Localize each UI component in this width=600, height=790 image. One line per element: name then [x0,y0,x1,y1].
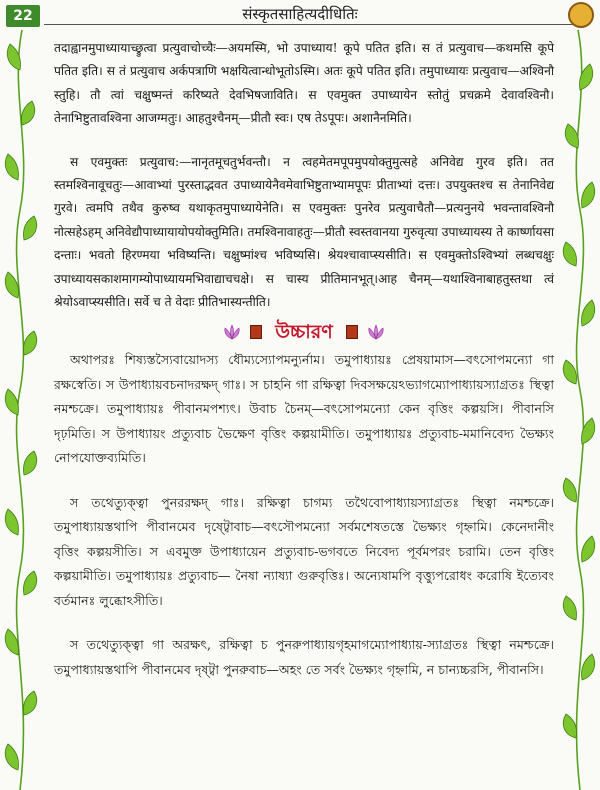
square-badge-icon [346,325,358,339]
lotus-flower-icon [365,323,387,341]
text-line: রক্ষস্বেতি। স উপাধ্যায়বচনাদরক্ষদ্ গাঃ। স চাহনি গা রক্ষিত্বা দিবসক্ষয়েঽভ্যাগম্যোপাধ্যায়স্যাগ্রতঃ [54,376,525,392]
section-heading-row [54,316,554,346]
text-line: ভৈক্ষ্যং নোপযোক্তব্যমিতি। [54,425,554,466]
spacer [54,131,554,151]
spacer [54,471,554,491]
text-line: भवन्तावश्विनौ नोत्सहेऽहम् अनिवेद्यौपाध्यायायोपयोक्तुमिति। तमश्विनावाहतुः—प्रीतौ स्वस्तवानया गुरुवृत्या [54,201,554,239]
page-header [0,0,600,36]
running-title: संस्कृतसाहित्यदीधितिः [242,5,358,23]
bengali-paragraph-3 [54,633,554,682]
text-line: অথাপরঃ শিষ্যস্তস্যৈবায়োদস্য ধৌম্যস্যোপমন্যুর্নাম। তমুপাধ্যায়ঃ প্রেষয়ামাস—বৎসোপমন্যো গা [70,352,554,368]
sanskrit-paragraph-2 [54,151,554,315]
text-line: प्रत्युवाच—अश्विनौ स्तुहि। तौ त्वां चक्षुष्मन्तं करिष्यते देवभिषजाविति। स एवमुक्त उपाध्यायेन स्तोतुं [54,64,555,102]
left-vine-border [0,30,40,790]
text-line: प्रचक्रमे देवावश्विनौ। तेनाभिष्टुतावश्विना आजग्मतुः। आहतुश्चैनम्—प्रीतौ स्वः। एष तेऽपूपः। अशानैनमिति। [54,87,555,126]
header-rule [44,24,574,25]
text-column [54,37,554,682]
text-line: ইত্যেবং বর্তমানঃ লুব্ধোঽসীতি। [54,568,554,608]
text-line: स एवमुक्तोऽश्विभ्यां लब्धचक्षुः उपाध्यायसकाशमागम्योपाध्यायमभिवाद्याचचक्षे। स चास्य प्रीतिमानभूत्।आह [54,248,554,286]
lotus-flower-icon [221,323,243,341]
text-line: तेनानिवेद्य गुरवे। त्वमपि तथैव कुरुष्व यथाकृतमुपाध्यायेनेति। स एवमुक्तः पुनरेव प्रत्युवाचैतौ—प्रत्यनुनये [54,178,555,216]
text-line: স তথেত্যুক্ত্বা গা অরক্ষৎ, রক্ষিত্বা চ পুনরুপাধ্যায়গৃহমাগম্যোপাধ্যায়-স্যাগ্রতঃ স্থিত্বা নমশ্চক্রে। [70,637,554,653]
meditating-figure-emblem-icon [568,2,594,28]
text-line: তমুপাধ্যায়স্তথাপি পীবানমেব দৃষ্ট্বা পুনরুবাচ—অহং তে সর্বং ভৈক্ষ্যং গৃহ্নামি, ন চান্যচ্চরসি, পীবানসি। [54,661,544,677]
text-line: स्तमश्विनावूचतुः—आवाभ्यां पुरस्ताद्भवत उपाध्यायेनैवमेवाभिष्टुताभ्यामपूपः प्रीताभ्यां दत्तः। उपयुक्तश्च स [54,178,507,193]
text-line: चैनम्—यथाश्विनाबाहतुस्तथा त्वं श्रेयोऽवाप्स्यसीति। सर्वे च ते वेदाः प्रीतिभास्यन्तीति। [54,271,554,310]
text-line: পীবানসি দৃঢ়মিতি। স উপাধ্যায়ং প্রত্যুবাচ ভৈক্ষেণ বৃত্তিং কল্পয়ামীতি। তমুপাধ্যায়ঃ প্রত্যুবাচ-মমানিবেদ্য [54,401,554,441]
text-line: स एवमुक्तः प्रत्युवाच:—नानृतमूचतुर्भवन्तौ। न त्वहमेतमपूपमुपयोक्तुमुत्सहे अनिवेद्य गुरव इति। तत [70,154,554,169]
page-number: 22 [6,5,40,27]
text-line: স তথেত্যুক্ত্বা পুনররক্ষদ্ গাঃ। রক্ষিত্বা চাগম্য তথৈবোপাধ্যায়স্যাগ্রতঃ স্থিত্বা নমশ্চক্রে। [70,494,554,510]
square-badge-icon [250,325,262,339]
text-line: বৃত্তিং কল্পয়সীতি। স এবমুক্ত উপাধ্যায়েন প্রত্যুবাচ-ভগবতে নিবেদ্য পূর্বমপরং চরামি। তেন বৃত্তিং [54,543,554,559]
section-heading: উচ্চারণ [275,320,333,343]
text-line: तदाह्वानमुपाध्यायाच्छ्रुत्वा प्रत्युवाचोच्चैः—अयमस्मि, भो उपाध्याय! कूपे पतित इति। स तं प्रत्युवाच—कथमसि [54,41,532,55]
bengali-paragraph-1 [54,348,554,471]
text-line: कूपे पतित इति। स तं प्रत्युवाच अर्कपत्राणि भक्षयित्वान्धोभूतोऽस्मि। अतः कूपे पतित इति। तमुपाध्यायः [54,41,554,79]
bengali-paragraph-2 [54,491,554,614]
text-line: उपाध्यायस्य ते कार्ष्णायसा दन्ताः। भवतो हिरण्मया भविष्यन्ति। चक्षुष्मांश्च भविष्यसि। श्रेयश्चावाप्स्यसीति। [54,224,555,263]
text-line: স্থিত্বা নমশ্চক্রে। তমুপাধ্যায়ঃ পীবানমপশ্যৎ। উবাচ চৈনম্—বৎসোপমন্যো কেন বৃত্তিং কল্পয়সি। [54,376,554,417]
spacer [54,613,554,633]
sanskrit-paragraph-1 [54,37,554,131]
right-vine-border [560,30,600,790]
text-line: কল্পয়ামীতি। তমুপাধ্যায়ঃ প্রত্যুবাচ— নৈষা ন্যাষ্যা গুরুবৃত্তিঃ। অন্যেষামপি বৃত্ত্যুপরোধং করোষি [54,568,512,584]
text-line: তমুপাধ্যায়স্তথাপি পীবানমেব দৃষ্ট্বোবাচ—বৎসৌপমন্যো সর্বমশেষতস্তে ভৈক্ষ্যং গৃহ্নামি। কেনেদানীং [54,519,554,535]
